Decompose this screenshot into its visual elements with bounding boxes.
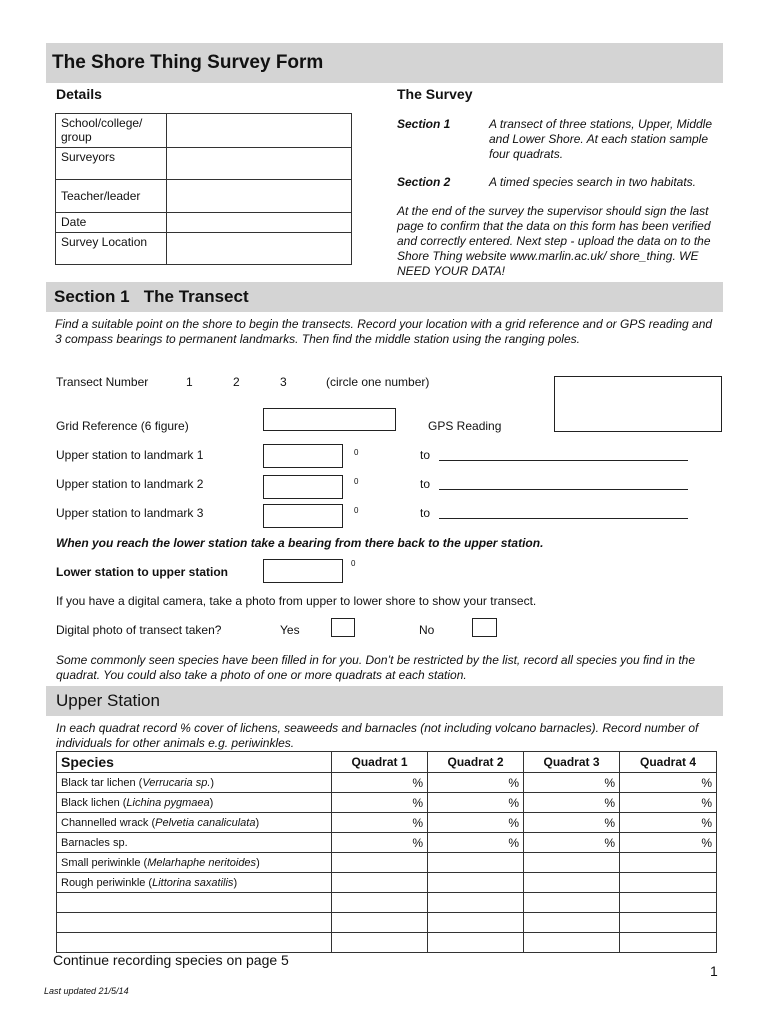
- quadrat-1-cell[interactable]: %: [332, 793, 428, 813]
- landmark3-line[interactable]: [439, 518, 688, 519]
- field-date-input[interactable]: [167, 213, 352, 233]
- quadrat-1-cell[interactable]: [332, 853, 428, 873]
- table-row: [57, 773, 717, 793]
- species-name-cell[interactable]: [57, 773, 332, 793]
- quadrat-4-cell[interactable]: %: [620, 813, 717, 833]
- upper-station-intro: In each quadrat record % cover of lichens, seaweeds and barnacles (not including volcano barnacles). Record number of individuals for other animals e.g. periwinkles.: [56, 721, 699, 750]
- quadrat-2-cell[interactable]: [428, 853, 524, 873]
- quadrat-2-cell[interactable]: %: [428, 833, 524, 853]
- section1-intro: Find a suitable point on the shore to begin the transects. Record your location with a grid reference and or GPS reading and 3 compass bearings to permanent landmarks. Then find the middle station using the ranging poles.: [55, 317, 713, 346]
- quadrat-3-cell[interactable]: [524, 913, 620, 933]
- landmark1-to: to: [420, 448, 431, 462]
- survey-section1-text: A transect of three stations, Upper, Middle and Lower Shore. At each station sample four quadrats.: [489, 117, 713, 161]
- survey-section1-label: Section 1: [397, 117, 451, 131]
- gps-reading-label: GPS Reading: [428, 419, 502, 433]
- quadrat-3-cell[interactable]: %: [524, 833, 620, 853]
- species-table: [56, 751, 717, 953]
- photo-no-label: No: [419, 623, 435, 637]
- transect-number-label: Transect Number: [56, 375, 149, 389]
- landmark1-label: Upper station to landmark 1: [56, 448, 204, 462]
- quadrat-1-cell[interactable]: %: [332, 773, 428, 793]
- field-date-label: Date: [56, 213, 167, 233]
- quadrat-4-cell[interactable]: %: [620, 833, 717, 853]
- col-quadrat-3: Quadrat 3: [524, 752, 620, 773]
- landmark1-degree: 0: [354, 448, 359, 457]
- lower-station-label: Lower station to upper station: [56, 565, 229, 579]
- landmark3-label: Upper station to landmark 3: [56, 506, 204, 520]
- species-common-name: Channelled wrack (: [61, 816, 156, 829]
- quadrat-4-cell[interactable]: %: [620, 773, 717, 793]
- lower-station-bearing-input[interactable]: [263, 559, 343, 583]
- quadrat-3-cell[interactable]: [524, 893, 620, 913]
- survey-heading: The Survey: [397, 86, 473, 102]
- species-name-cell[interactable]: [57, 933, 332, 953]
- table-row: [57, 873, 717, 893]
- species-name-cell[interactable]: [57, 913, 332, 933]
- species-name-end: ): [210, 776, 215, 789]
- field-location-input[interactable]: [167, 233, 352, 265]
- quadrat-2-cell[interactable]: [428, 893, 524, 913]
- col-quadrat-1: Quadrat 1: [332, 752, 428, 773]
- quadrat-1-cell[interactable]: [332, 933, 428, 953]
- table-row: [57, 913, 717, 933]
- landmark2-degree: 0: [354, 477, 359, 486]
- species-common-name: Barnacles sp.: [61, 836, 128, 849]
- field-teacher-label: Teacher/leader: [56, 180, 167, 213]
- landmark3-degree: 0: [354, 506, 359, 515]
- photo-yes-label: Yes: [280, 623, 300, 637]
- table-row: [57, 813, 717, 833]
- table-row: [57, 933, 717, 953]
- landmark3-to: to: [420, 506, 431, 520]
- table-row: [57, 793, 717, 813]
- quadrat-3-cell[interactable]: [524, 853, 620, 873]
- section1-heading: Section 1 The Transect: [54, 287, 249, 306]
- photo-label: Digital photo of transect taken?: [56, 623, 222, 637]
- species-latin-name: Lichina pygmaea: [126, 796, 210, 809]
- survey-section2-text: A timed species search in two habitats.: [489, 175, 696, 189]
- quadrat-1-cell[interactable]: [332, 873, 428, 893]
- field-surveyors-input[interactable]: [167, 148, 352, 180]
- quadrat-3-cell[interactable]: %: [524, 813, 620, 833]
- table-row: [57, 853, 717, 873]
- grid-reference-input[interactable]: [263, 408, 396, 431]
- survey-note: At the end of the survey the supervisor should sign the last page to confirm that the data on this form has been verified and correctly entered. Next step - upload the data on to the Shore Thing website www.marlin.ac.uk/ shore_thing. WE NEED YOUR DATA!: [397, 204, 711, 278]
- quadrat-2-cell[interactable]: %: [428, 773, 524, 793]
- details-table: [55, 113, 352, 265]
- quadrat-4-cell[interactable]: [620, 853, 717, 873]
- landmark2-bearing-input[interactable]: [263, 475, 343, 499]
- field-location-label: Survey Location: [56, 233, 167, 265]
- species-name-cell[interactable]: [57, 793, 332, 813]
- quadrat-3-cell[interactable]: %: [524, 793, 620, 813]
- photo-yes-checkbox[interactable]: [331, 618, 355, 637]
- quadrat-4-cell[interactable]: %: [620, 793, 717, 813]
- transect-option-3[interactable]: 3: [280, 375, 287, 389]
- quadrat-3-cell[interactable]: %: [524, 773, 620, 793]
- col-quadrat-4: Quadrat 4: [620, 752, 717, 773]
- grid-reference-label: Grid Reference (6 figure): [56, 419, 189, 433]
- quadrat-1-cell[interactable]: [332, 913, 428, 933]
- species-name-cell[interactable]: [57, 833, 332, 853]
- landmark2-line[interactable]: [439, 489, 688, 490]
- quadrat-2-cell[interactable]: [428, 933, 524, 953]
- field-school-input[interactable]: [167, 114, 352, 148]
- continue-note: Continue recording species on page 5: [53, 952, 289, 968]
- species-common-name: Black lichen (: [61, 796, 127, 809]
- last-updated: Last updated 21/5/14: [44, 986, 129, 996]
- landmark3-bearing-input[interactable]: [263, 504, 343, 528]
- species-name-end: ): [255, 816, 260, 829]
- species-name-end: ): [209, 796, 214, 809]
- species-name-end: ): [256, 856, 260, 869]
- quadrat-3-cell[interactable]: [524, 873, 620, 893]
- quadrat-1-cell[interactable]: %: [332, 813, 428, 833]
- quadrat-4-cell[interactable]: [620, 933, 717, 953]
- species-latin-name: Melarhaphe neritoides: [147, 856, 257, 869]
- quadrat-3-cell[interactable]: [524, 933, 620, 953]
- transect-option-2[interactable]: 2: [233, 375, 240, 389]
- field-school-label: School/college/ group: [56, 114, 167, 148]
- quadrat-2-cell[interactable]: [428, 873, 524, 893]
- photo-no-checkbox[interactable]: [472, 618, 497, 637]
- page-number: 1: [710, 963, 718, 979]
- transect-option-1[interactable]: 1: [186, 375, 193, 389]
- table-row: [57, 833, 717, 853]
- landmark1-line[interactable]: [439, 460, 688, 461]
- species-name-cell[interactable]: [57, 893, 332, 913]
- landmark1-bearing-input[interactable]: [263, 444, 343, 468]
- field-surveyors-label: Surveyors: [56, 148, 167, 180]
- camera-note: If you have a digital camera, take a photo from upper to lower shore to show your transect.: [56, 594, 537, 608]
- quadrat-2-cell[interactable]: %: [428, 793, 524, 813]
- quadrat-1-cell[interactable]: [332, 893, 428, 913]
- lower-station-note: When you reach the lower station take a bearing from there back to the upper station.: [56, 536, 544, 550]
- species-name-end: ): [233, 876, 238, 889]
- quadrat-4-cell[interactable]: [620, 913, 717, 933]
- species-name-cell[interactable]: [57, 873, 332, 893]
- quadrat-2-cell[interactable]: [428, 913, 524, 933]
- landmark2-label: Upper station to landmark 2: [56, 477, 204, 491]
- species-latin-name: Pelvetia canaliculata: [155, 816, 256, 829]
- col-species: Species: [57, 752, 332, 773]
- upper-station-heading: Upper Station: [56, 691, 160, 710]
- species-name-cell[interactable]: [57, 813, 332, 833]
- quadrat-4-cell[interactable]: [620, 893, 717, 913]
- quadrat-2-cell[interactable]: %: [428, 813, 524, 833]
- species-note: Some commonly seen species have been filled in for you. Don’t be restricted by the list, record all species you find in the quadrat. You could also take a photo of one or more quadrats at each station.: [56, 653, 695, 682]
- col-quadrat-2: Quadrat 2: [428, 752, 524, 773]
- lower-station-degree: 0: [351, 559, 356, 568]
- species-name-cell[interactable]: [57, 853, 332, 873]
- quadrat-1-cell[interactable]: %: [332, 833, 428, 853]
- field-teacher-input[interactable]: [167, 180, 352, 213]
- details-heading: Details: [56, 86, 102, 102]
- species-common-name: Small periwinkle (: [61, 856, 148, 869]
- page-title: The Shore Thing Survey Form: [52, 52, 324, 73]
- gps-reading-box[interactable]: [554, 376, 722, 432]
- species-common-name: Black tar lichen (: [61, 776, 143, 789]
- landmark2-to: to: [420, 477, 431, 491]
- circle-note: (circle one number): [326, 375, 430, 389]
- quadrat-4-cell[interactable]: [620, 873, 717, 893]
- species-latin-name: Littorina saxatilis: [152, 876, 234, 889]
- survey-section2-label: Section 2: [397, 175, 451, 189]
- species-common-name: Rough periwinkle (: [61, 876, 153, 889]
- table-row: [57, 893, 717, 913]
- species-latin-name: Verrucaria sp.: [142, 776, 211, 789]
